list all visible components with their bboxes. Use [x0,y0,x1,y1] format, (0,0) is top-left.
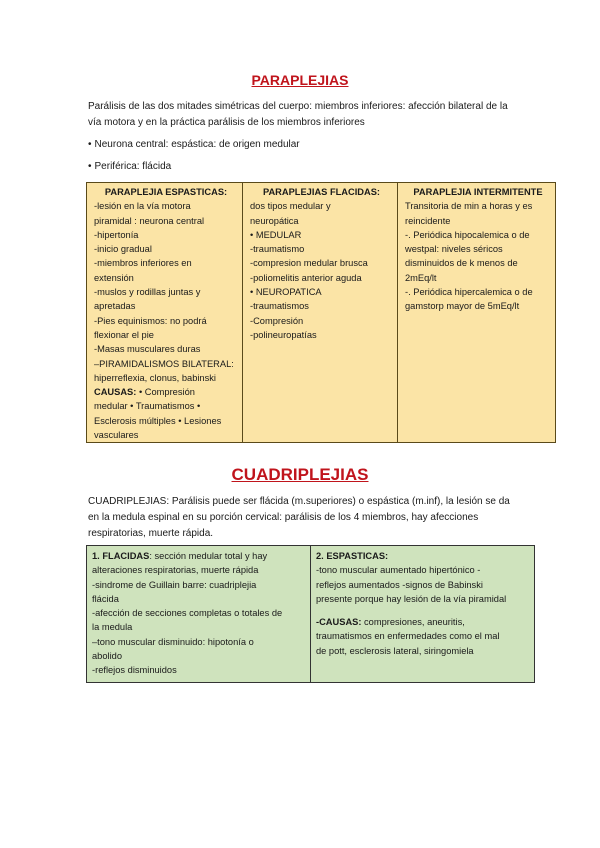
table-cell-intermitente: PARAPLEJIA INTERMITENTE Transitoria de min a horas y es reincidente -. Periódica hipocalemica o de westpal: niveles séricos disminuidos de k menos de 2mEq/lt -. Periódica hipercalemica o de gamstorp mayor de 5mEq/lt [398,183,556,443]
section-title-cuadriplejias: CUADRIPLEJIAS [231,465,369,484]
cuadriplejias-table [86,545,535,683]
paraplejias-table [86,182,556,443]
table-cell-flacidas: PARAPLEJIAS FLACIDAS: dos tipos medular y neuropática • MEDULAR -traumatismo -compresion medular brusca -poliomelitis anterior aguda • NEUROPATICA -traumatismos -Compresión -polineuropatías [243,183,398,443]
bullet-item: • Neurona central: espástica: de origen medular [88,139,300,150]
table-cell-flacidas: 1. FLACIDAS: sección medular total y hay alteraciones respiratorias, muerte rápida -sindrome de Guillain barre: cuadriplejia flácida -afección de secciones completas o totales de la medula –tono muscular disminuido: hipotonía o abolido -reflejos disminuidos [87,546,311,683]
section-title-paraplejias: PARAPLEJIAS [251,72,349,88]
cuadriplejias-intro: CUADRIPLEJIAS: Parálisis puede ser flácida (m.superiores) o espástica (m.inf), la lesión se da en la medula espinal en su porción cervical: parálisis de los 4 miembros, hay afecciones respiratorias, muerte rápida. [88,496,510,539]
paraplejias-intro: Parálisis de las dos mitades simétricas del cuerpo: miembros inferiores: afección bilateral de la vía motora y en la práctica parálisis de los miembros inferiores [88,101,508,128]
table-cell-espasticas: 2. ESPASTICAS: -tono muscular aumentado hipertónico - reflejos aumentados -signos de Babinski presente porque hay lesión de la vía piramidal -CAUSAS: compresiones, aneuritis, traumatismos en enfermedades como el mal de pott, esclerosis lateral, siringomiela [311,546,535,683]
bullet-item: • Periférica: flácida [88,161,172,172]
table-cell-espasticas: PARAPLEJIA ESPASTICAS: -lesión en la vía motora piramidal : neurona central -hipertonía -inicio gradual -miembros inferiores en extensión -muslos y rodillas juntas y apretadas -Pies equinismos: no podrá flexionar el pie -Masas musculares duras –PIRAMIDALISMOS BILATERAL: hiperreflexia, clonus, babinski CAUSAS: • Compresión medular • Traumatismos • Esclerosis múltiples • Lesiones vasculares [87,183,243,443]
